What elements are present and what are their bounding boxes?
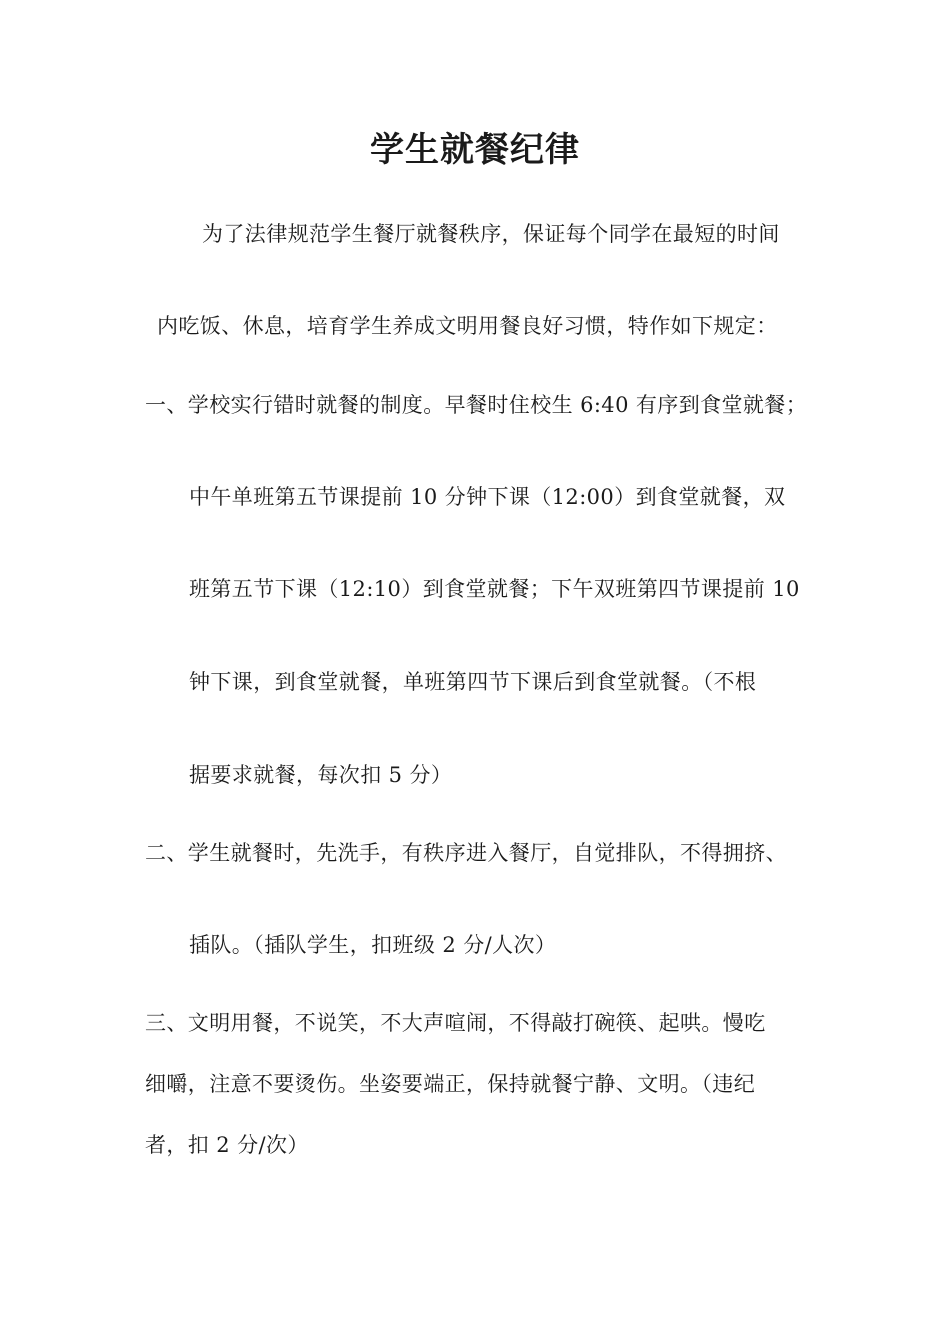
page-title: 学生就餐纪律: [370, 130, 580, 170]
intro-line-1: 为了法律规范学生餐厅就餐秩序，保证每个同学在最短的时间: [202, 222, 780, 246]
rule-3-line-2: 细嚼，注意不要烫伤。坐姿要端正，保持就餐宁静、文明。（违纪: [145, 1072, 756, 1096]
rule-1-line-4: 钟下课，到食堂就餐，单班第四节下课后到食堂就餐。（不根: [189, 670, 757, 694]
intro-line-2: 内吃饭、休息，培育学生养成文明用餐良好习惯，特作如下规定：: [157, 314, 778, 338]
rule-3-line-1: 三、文明用餐，不说笑，不大声喧闹，不得敲打碗筷、起哄。慢吃: [145, 1011, 766, 1035]
rule-1-line-1: 一、学校实行错时就餐的制度。早餐时住校生 6:40 有序到食堂就餐；: [145, 393, 808, 417]
rule-3-line-3: 者，扣 2 分/次）: [145, 1133, 309, 1157]
rule-1-line-5: 据要求就餐，每次扣 5 分）: [189, 763, 453, 787]
rule-2-line-2: 插队。（插队学生，扣班级 2 分/人次）: [189, 933, 557, 957]
rule-2-line-1: 二、学生就餐时，先洗手，有秩序进入餐厅，自觉排队，不得拥挤、: [145, 841, 787, 865]
rule-1-line-2: 中午单班第五节课提前 10 分钟下课（12:00）到食堂就餐，双: [189, 485, 786, 509]
rule-1-line-3: 班第五节下课（12:10）到食堂就餐；下午双班第四节课提前 10: [189, 577, 800, 601]
